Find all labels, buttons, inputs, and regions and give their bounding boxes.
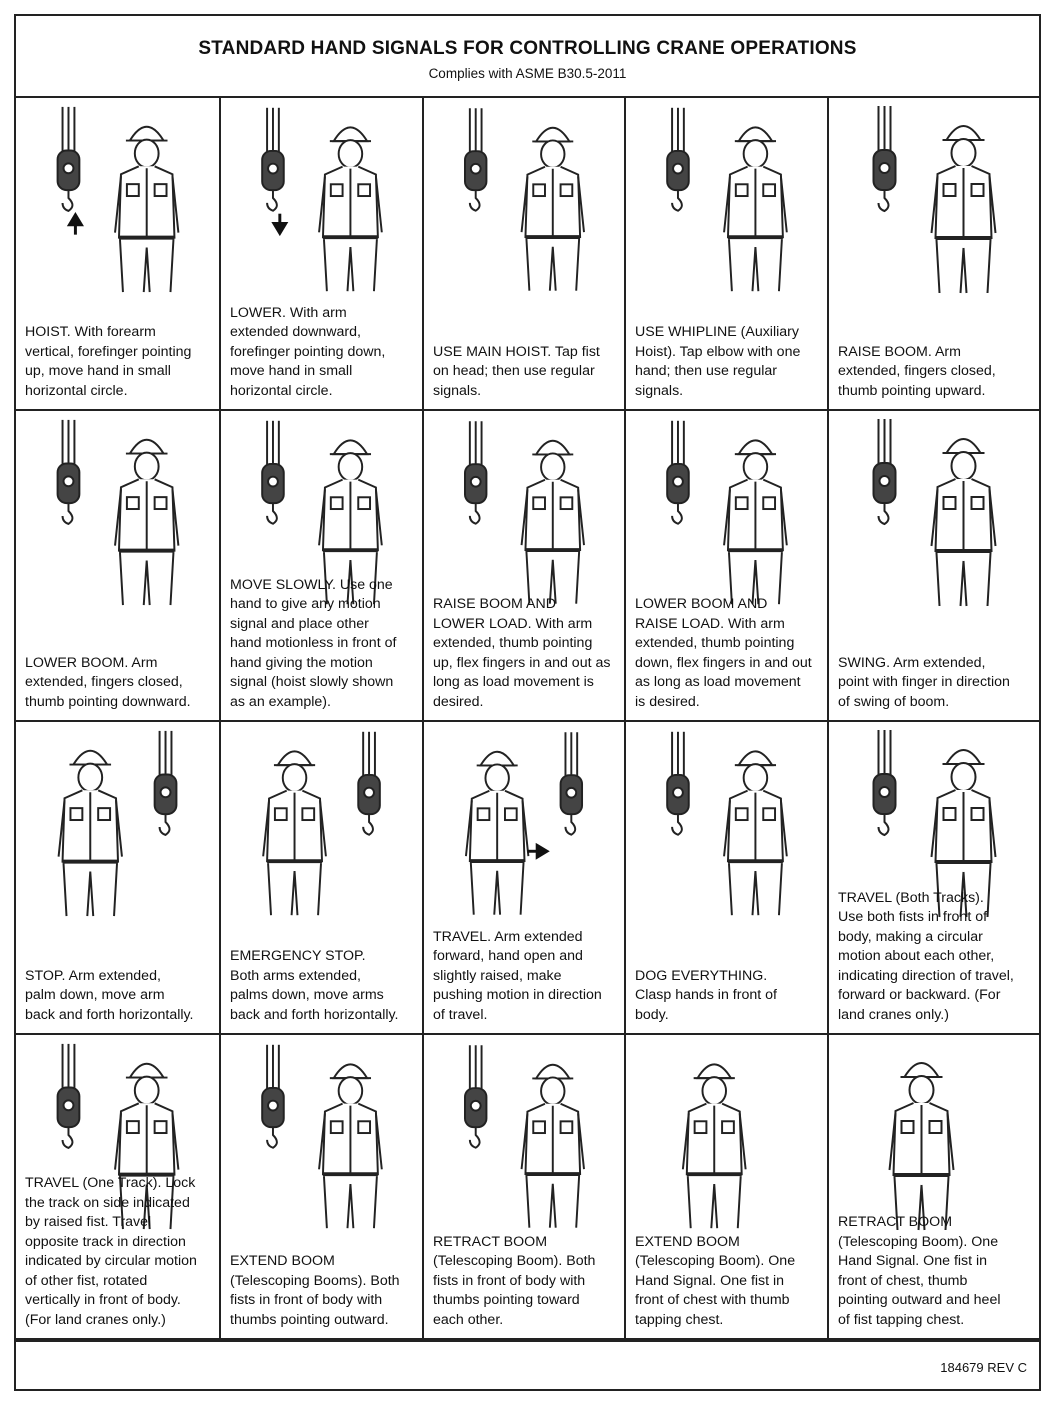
signal-card xyxy=(424,411,626,722)
signal-card xyxy=(16,98,221,411)
signal-card xyxy=(16,411,221,722)
crane-hook-icon xyxy=(262,108,284,211)
signal-card xyxy=(424,722,626,1035)
worker-icon xyxy=(522,1065,584,1228)
crane-hook-icon xyxy=(874,106,896,211)
signal-card xyxy=(829,1035,1039,1340)
signal-card xyxy=(626,722,829,1035)
signal-card xyxy=(424,98,626,411)
retract-boom-one-hand-figure xyxy=(829,1035,1039,1235)
motion-arrow-icon xyxy=(527,845,547,857)
stop-figure xyxy=(16,722,219,922)
signal-description: LOWER BOOM. Arm extended, fingers closed, thumb pointing downward. xyxy=(25,654,191,710)
crane-hook-icon xyxy=(561,732,582,834)
raise-boom-figure xyxy=(829,98,1039,298)
signal-card xyxy=(221,411,424,722)
signal-description: TRAVEL (Both Tracks). Use both fists in front of body, making a circular motion about each other, indicating direction of travel, forward or backward. (For land cranes only.) xyxy=(838,889,1014,1023)
crane-hook-icon xyxy=(358,732,380,835)
emergency-stop-figure xyxy=(221,722,422,922)
extend-boom-one-hand-figure xyxy=(626,1035,827,1235)
crane-hook-icon xyxy=(465,108,486,210)
signal-description: EMERGENCY STOP. Both arms extended, palms down, move arms back and forth horizontally. xyxy=(230,948,399,1023)
signal-description: DOG EVERYTHING. Clasp hands in front of body. xyxy=(635,967,777,1023)
crane-hook-icon xyxy=(465,1045,486,1147)
worker-icon xyxy=(932,439,996,606)
signal-description: TRAVEL (One Track). Lock the track on side indicated by raised fist. Travel opposite track in direction indicated by circular motion of other fist, rotated vertically in front of body. (For land cranes only.) xyxy=(25,1175,197,1328)
crane-hook-icon xyxy=(667,108,689,211)
crane-hook-icon xyxy=(667,732,689,835)
signal-description: RAISE BOOM. Arm extended, fingers closed, thumb pointing upward. xyxy=(838,343,996,399)
worker-icon xyxy=(724,127,787,291)
signal-description: HOIST. With forearm vertical, forefinger pointing up, move hand in small horizontal circle. xyxy=(25,324,192,399)
sign-frame xyxy=(14,14,1041,1391)
signal-description: SWING. Arm extended, point with finger in direction of swing of boom. xyxy=(838,654,1010,710)
crane-hook-icon xyxy=(262,1045,284,1148)
worker-icon xyxy=(522,441,584,604)
signal-card xyxy=(829,722,1039,1035)
signal-description: TRAVEL. Arm extended forward, hand open and slightly raised, make pushing motion in direction of travel. xyxy=(433,928,602,1023)
use-whipline-figure xyxy=(626,98,827,298)
document-number: 184679 REV C xyxy=(940,1360,1027,1375)
signal-card xyxy=(829,98,1039,411)
header xyxy=(16,16,1039,98)
signal-description: RETRACT BOOM (Telescoping Boom). One Hand Signal. One fist in front of chest, thumb pointing outward and heel of fist tapping chest. xyxy=(838,1214,1001,1328)
worker-icon xyxy=(263,751,326,915)
lower-figure xyxy=(221,98,422,298)
use-main-hoist-figure xyxy=(424,98,624,298)
motion-arrow-icon xyxy=(274,214,286,234)
dog-everything-figure xyxy=(626,722,827,922)
page-subtitle: Complies with ASME B30.5-2011 xyxy=(428,66,627,81)
motion-arrow-icon xyxy=(69,215,81,235)
signal-description: USE MAIN HOIST. Tap fist on head; then use regular signals. xyxy=(433,343,600,399)
crane-hook-icon xyxy=(58,420,80,524)
worker-icon xyxy=(319,1064,382,1228)
raise-boom-lower-load-figure xyxy=(424,411,624,611)
signal-card xyxy=(221,1035,424,1340)
crane-hook-icon xyxy=(262,421,284,524)
worker-icon xyxy=(319,127,382,291)
worker-icon xyxy=(466,752,528,915)
crane-hook-icon xyxy=(465,421,486,523)
footer xyxy=(16,1340,1039,1389)
crane-hook-icon xyxy=(874,419,896,524)
page-title: STANDARD HAND SIGNALS FOR CONTROLLING CRANE OPERATIONS xyxy=(198,38,857,59)
travel-figure xyxy=(424,722,624,922)
signal-description: LOWER. With arm extended downward, forefinger pointing down, move hand in small horizontal circle. xyxy=(230,304,386,399)
worker-icon xyxy=(683,1064,746,1228)
worker-icon xyxy=(724,751,787,915)
signal-card xyxy=(626,1035,829,1340)
crane-hook-icon xyxy=(155,731,177,835)
crane-hook-icon xyxy=(667,421,689,524)
signal-card xyxy=(221,98,424,411)
retract-boom-figure xyxy=(424,1035,624,1235)
signal-description: STOP. Arm extended, palm down, move arm back and forth horizontally. xyxy=(25,967,194,1023)
signal-card xyxy=(626,98,829,411)
swing-figure xyxy=(829,411,1039,611)
signal-card xyxy=(626,411,829,722)
signal-card xyxy=(424,1035,626,1340)
signal-card xyxy=(221,722,424,1035)
crane-hook-icon xyxy=(58,107,80,211)
worker-icon xyxy=(522,128,584,291)
signal-description: EXTEND BOOM (Telescoping Booms). Both fists in front of body with thumbs pointing outward. xyxy=(230,1253,400,1328)
signal-description: RETRACT BOOM (Telescoping Boom). Both fists in front of body with thumbs pointing toward each other. xyxy=(433,1233,596,1328)
worker-icon xyxy=(115,127,178,292)
lower-boom-raise-load-figure xyxy=(626,411,827,611)
crane-hook-icon xyxy=(58,1044,80,1148)
signal-description: EXTEND BOOM (Telescoping Boom). One Hand Signal. One fist in front of chest with thumb tapping chest. xyxy=(635,1233,796,1328)
worker-icon xyxy=(932,126,996,293)
signal-description: LOWER BOOM AND RAISE LOAD. With arm extended, thumb pointing down, flex fingers in and out as long as load movement is desired. xyxy=(635,596,812,710)
lower-boom-figure xyxy=(16,411,219,611)
signal-card xyxy=(829,411,1039,722)
signal-card xyxy=(16,722,221,1035)
hoist-figure xyxy=(16,98,219,298)
crane-hook-icon xyxy=(874,730,896,835)
signal-card xyxy=(16,1035,221,1340)
worker-icon xyxy=(115,440,178,605)
signal-grid xyxy=(16,98,1039,1340)
signal-description: RAISE BOOM AND LOWER LOAD. With arm extended, thumb pointing up, flex fingers in and out as long as load movement is desired. xyxy=(433,596,611,710)
worker-icon xyxy=(890,1063,954,1230)
extend-boom-figure xyxy=(221,1035,422,1235)
worker-icon xyxy=(724,440,787,604)
signal-description: MOVE SLOWLY. Use one hand to give any motion signal and place other hand motionless in front of hand giving the motion signal (hoist slowly shown as an example). xyxy=(230,576,397,710)
worker-icon xyxy=(59,751,122,916)
signal-description: USE WHIPLINE (Auxiliary Hoist). Tap elbow with one hand; then use regular signals. xyxy=(635,324,801,399)
